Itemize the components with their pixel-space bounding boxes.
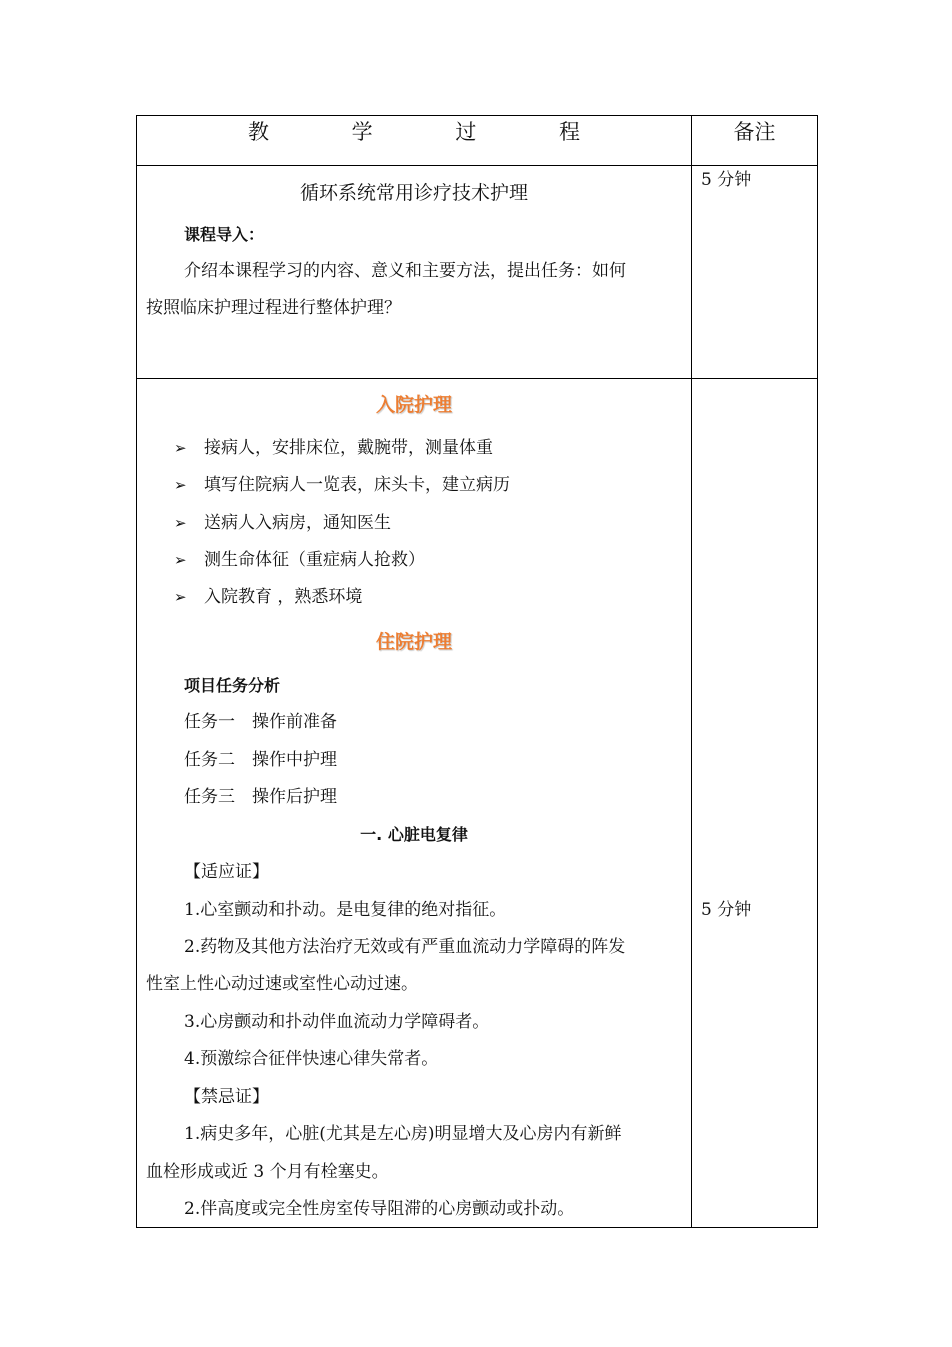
- task-item: 任务一 操作前准备: [184, 712, 337, 732]
- section1-row: [137, 166, 818, 379]
- intro-label: 课程导入：: [184, 225, 265, 244]
- hospital-title: 住院护理: [375, 631, 452, 653]
- lesson-table: [136, 115, 818, 1228]
- task-item: 任务二 操作中护理: [184, 750, 337, 770]
- arrow-bullet-icon: ➢: [174, 588, 187, 606]
- section2-note: 5 分钟: [701, 900, 752, 920]
- contraindication-1a: 1.病史多年，心脏(尤其是左心房)明显增大及心房内有新鲜: [184, 1124, 622, 1144]
- admission-item-text: 入院教育 ，熟悉环境: [204, 587, 363, 607]
- header-row: [137, 116, 818, 166]
- admission-item: [174, 511, 691, 535]
- task-label: 项目任务分析: [184, 676, 281, 695]
- arrow-bullet-icon: ➢: [174, 514, 187, 532]
- header-process-cell: [137, 116, 692, 166]
- intro-line-1: 介绍本课程学习的内容、意义和主要方法，提出任务：如何: [184, 261, 626, 281]
- contraindication-2: 2.伴高度或完全性房室传导阻滞的心房颤动或扑动。: [184, 1199, 575, 1219]
- section2-note-cell: [692, 379, 818, 1228]
- admission-title: 入院护理: [375, 394, 452, 416]
- indication-1: 1.心室颤动和扑动。是电复律的绝对指征。: [184, 900, 507, 920]
- task-item: 任务三 操作后护理: [184, 787, 337, 807]
- subsection-title: 一. 心脏电复律: [360, 825, 468, 844]
- indication-4: 4.预激综合征伴快速心律失常者。: [184, 1049, 439, 1069]
- course-title: 循环系统常用诊疗技术护理: [299, 182, 528, 204]
- admission-item: [174, 548, 691, 572]
- contraindication-1b: 血栓形成或近 3 个月有栓塞史。: [146, 1162, 389, 1182]
- arrow-bullet-icon: ➢: [174, 551, 187, 569]
- indication-2b: 性室上性心动过速或室性心动过速。: [146, 974, 418, 994]
- admission-item: [174, 473, 691, 497]
- section1-note: 5 分钟: [701, 170, 752, 190]
- section2-content: [137, 379, 692, 1228]
- admission-item-text: 接病人，安排床位，戴腕带，测量体重: [204, 438, 493, 458]
- header-process: 教 学 过 程: [247, 120, 619, 144]
- section1-note-cell: [692, 166, 818, 379]
- intro-line-2: 按照临床护理过程进行整体护理？: [146, 298, 401, 318]
- admission-item-text: 测生命体征（重症病人抢救）: [204, 550, 425, 570]
- admission-item-text: 填写住院病人一览表，床头卡，建立病历: [204, 475, 510, 495]
- indications-label: 【适应证】: [184, 862, 269, 882]
- header-remarks-cell: [692, 116, 818, 166]
- header-remarks: 备注: [733, 120, 776, 144]
- section1-content: [137, 166, 692, 379]
- admission-item-text: 送病人入病房，通知医生: [204, 513, 391, 533]
- arrow-bullet-icon: ➢: [174, 439, 187, 457]
- contraindications-label: 【禁忌证】: [184, 1087, 269, 1107]
- admission-item: [174, 585, 691, 609]
- section2-row: [137, 379, 818, 1228]
- arrow-bullet-icon: ➢: [174, 476, 187, 494]
- admission-item: [174, 436, 691, 460]
- indication-2a: 2.药物及其他方法治疗无效或有严重血流动力学障碍的阵发: [184, 937, 626, 957]
- indication-3: 3.心房颤动和扑动伴血流动力学障碍者。: [184, 1012, 490, 1032]
